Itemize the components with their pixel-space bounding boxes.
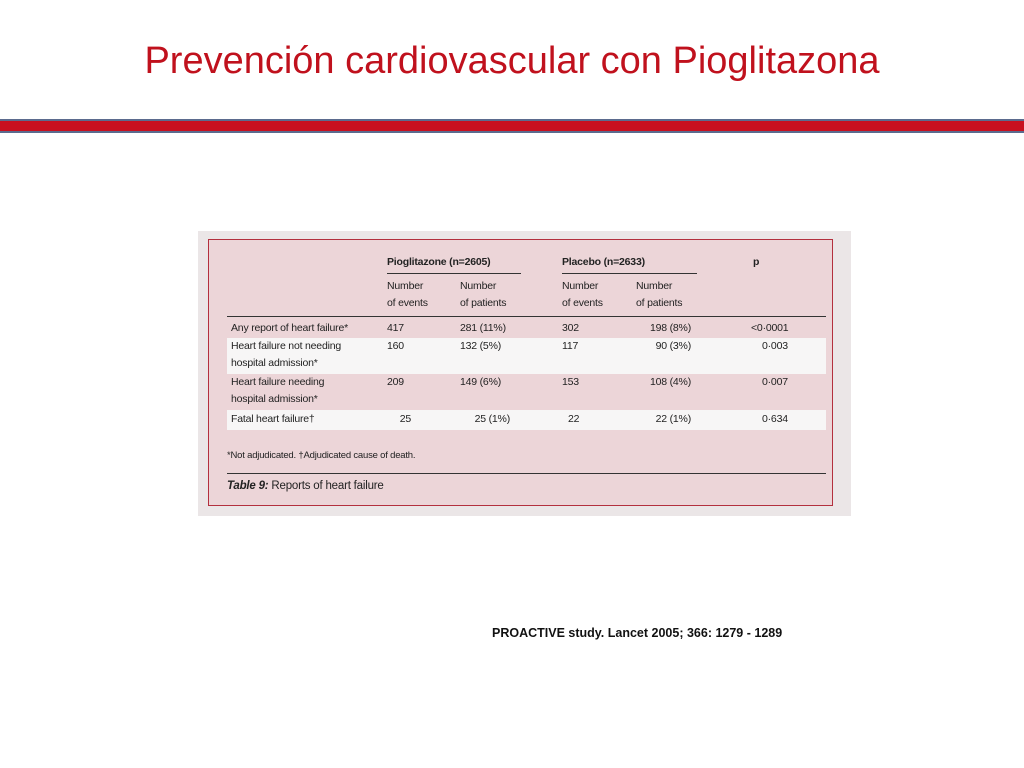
row-label: Heart failure needing	[231, 376, 325, 388]
table-footnote: *Not adjudicated. †Adjudicated cause of death.	[227, 450, 416, 461]
table-caption	[227, 478, 384, 495]
row-pio-events: 25	[399, 413, 411, 425]
row-pio-events: 417	[387, 322, 404, 334]
row-pla-patients: 22 (1%)	[655, 413, 691, 425]
row-pio-patients: 25 (1%)	[474, 413, 510, 425]
row-label-line2: hospital admission*	[231, 357, 318, 369]
row-label-line2: hospital admission*	[231, 393, 318, 405]
subheader-pio-patients-1: Number	[460, 280, 497, 292]
row-band-4	[227, 410, 826, 430]
row-pla-patients: 198 (8%)	[649, 322, 691, 334]
source-citation: PROACTIVE study. Lancet 2005; 366: 1279 - 1289	[492, 626, 783, 640]
header-bottom-rule	[227, 316, 826, 317]
row-pio-patients: 132 (5%)	[460, 340, 502, 352]
row-label: Any report of heart failure*	[231, 322, 348, 334]
table-caption-prefix: Table 9:	[227, 480, 269, 492]
row-pio-events: 209	[387, 376, 404, 388]
row-p-value: <0·0001	[751, 322, 789, 334]
header-pioglitazone: Pioglitazone (n=2605)	[387, 256, 491, 268]
row-p-value: 0·003	[762, 340, 788, 352]
row-label: Heart failure not needing	[231, 340, 341, 352]
row-p-value: 0·007	[762, 376, 788, 388]
subheader-pio-patients-2: of patients	[460, 297, 507, 309]
row-pio-events: 160	[387, 340, 404, 352]
row-p-value: 0·634	[762, 413, 788, 425]
slide-title: Prevención cardiovascular con Pioglitazona	[144, 40, 880, 82]
header-placebo: Placebo (n=2633)	[562, 256, 645, 268]
subheader-pla-events-2: of events	[562, 297, 603, 309]
placebo-header-rule	[562, 273, 697, 274]
header-p: p	[753, 256, 760, 268]
row-pla-patients: 90 (3%)	[655, 340, 691, 352]
title-divider	[0, 119, 1024, 133]
pioglitazone-header-rule	[387, 273, 521, 274]
row-pla-events: 153	[562, 376, 579, 388]
subheader-pla-patients-2: of patients	[636, 297, 683, 309]
table-figure	[198, 231, 851, 516]
subheader-pio-events-2: of events	[387, 297, 428, 309]
row-label: Fatal heart failure†	[231, 413, 315, 425]
row-pla-events: 22	[568, 413, 580, 425]
row-pio-patients: 281 (11%)	[460, 322, 506, 334]
subheader-pio-events-1: Number	[387, 280, 424, 292]
row-pla-events: 117	[562, 340, 579, 352]
caption-rule	[227, 473, 826, 474]
subheader-pla-patients-1: Number	[636, 280, 673, 292]
row-pio-patients: 149 (6%)	[460, 376, 502, 388]
subheader-pla-events-1: Number	[562, 280, 599, 292]
row-pla-patients: 108 (4%)	[649, 376, 691, 388]
table-panel	[208, 239, 833, 506]
table-caption-text: Reports of heart failure	[268, 480, 384, 492]
row-pla-events: 302	[562, 322, 579, 334]
